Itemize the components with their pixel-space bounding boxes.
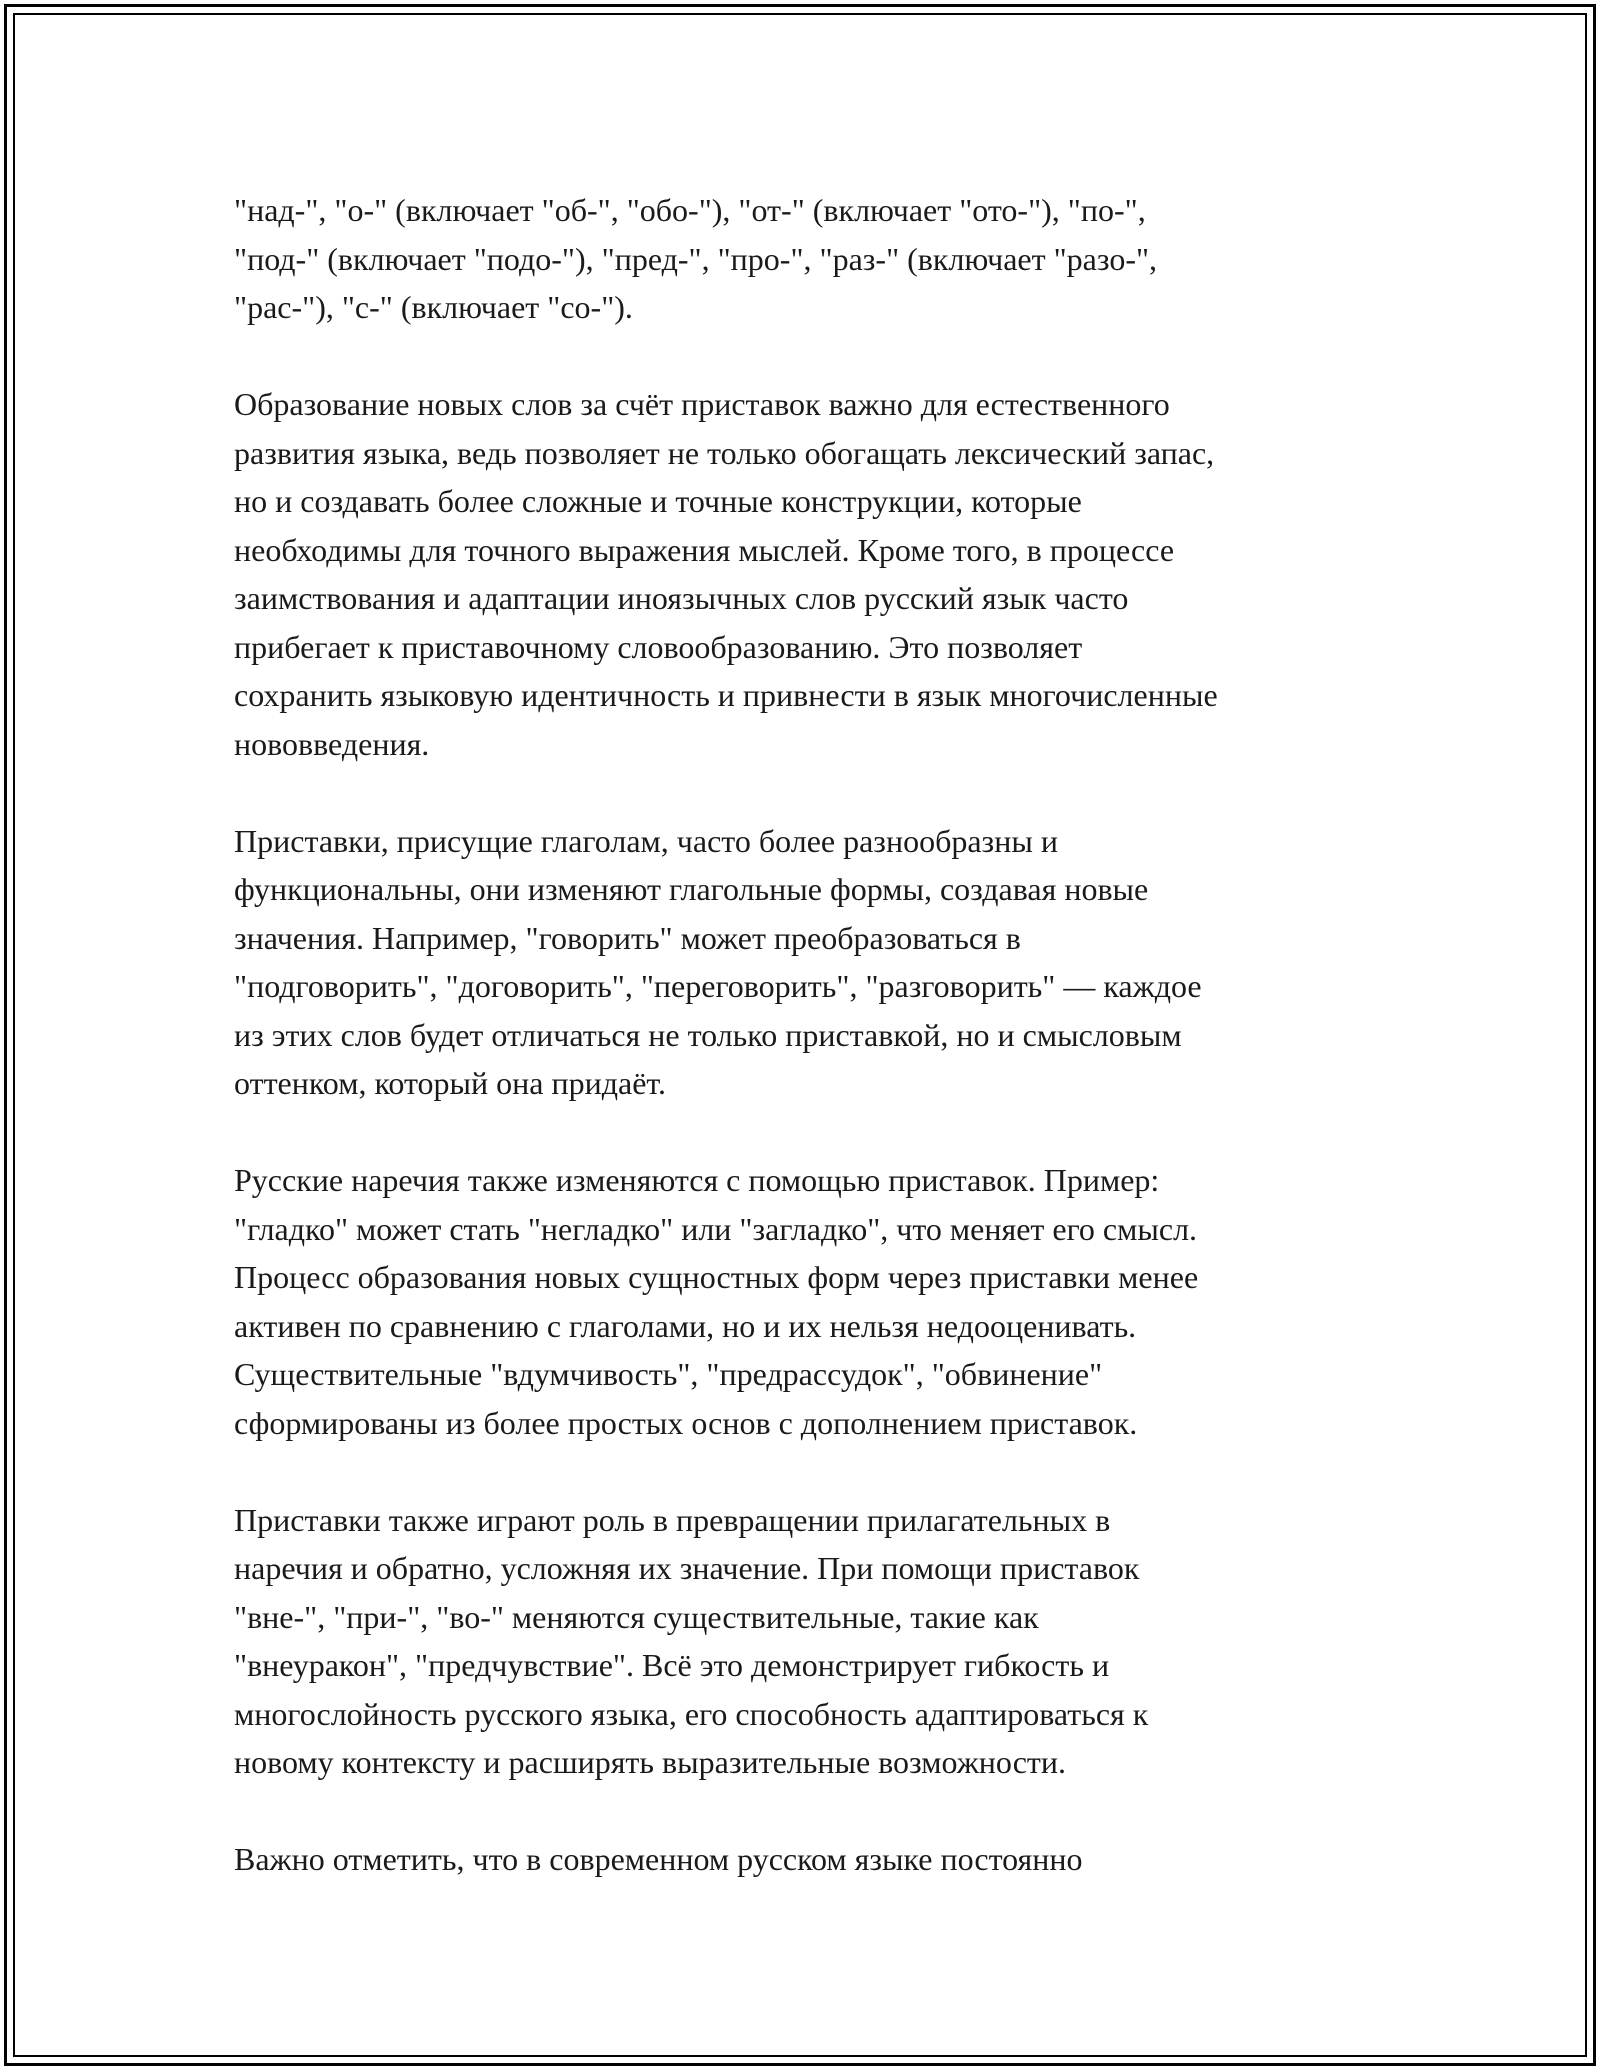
text-line: сохранить языковую идентичность и привнести в язык многочисленные: [234, 677, 1218, 713]
text-line: оттенком, который она придаёт.: [234, 1065, 666, 1101]
paragraph-closing: [234, 1835, 1374, 1884]
text-line: но и создавать более сложные и точные конструкции, которые: [234, 483, 1082, 519]
text-line: Существительные "вдумчивость", "предрассудок", "обвинение": [234, 1356, 1103, 1392]
paragraph-word-formation: [234, 380, 1374, 768]
text-line: нововведения.: [234, 725, 430, 762]
text-line: активен по сравнению с глаголами, но и их нельзя недооценивать.: [234, 1307, 1137, 1344]
text-line: "внеуракон", "предчувствие". Всё это демонстрирует гибкость и: [234, 1647, 1110, 1683]
text-line: Приставки также играют роль в превращении прилагательных в: [234, 1501, 1111, 1538]
text-line: сформированы из более простых основ с дополнением приставок.: [234, 1404, 1138, 1441]
text-line: "вне-", "при-", "во-" меняются существительные, такие как: [234, 1598, 1039, 1635]
text-line: Образование новых слов за счёт приставок важно для естественного: [234, 386, 1170, 422]
text-line: "рас-"), "с-" (включает "со-").: [234, 289, 633, 325]
text-line: Важно отметить, что в современном русском языке постоянно: [234, 1841, 1083, 1877]
text-line: значения. Например, "говорить" может преобразоваться в: [234, 919, 1021, 956]
text-line: многослойность русского языка, его способность адаптироваться к: [234, 1695, 1149, 1732]
text-line: новому контексту и расширять выразительные возможности.: [234, 1744, 1067, 1780]
paragraph-prefix-list: [234, 186, 1374, 332]
paragraph-adjective-prefixes: [234, 1496, 1374, 1787]
text-line: Процесс образования новых сущностных форм через приставки менее: [234, 1259, 1199, 1295]
text-line: прибегает к приставочному словообразованию. Это позволяет: [234, 628, 1083, 665]
text-line: "подговорить", "договорить", "переговорить", "разговорить" — каждое: [234, 968, 1202, 1004]
text-line: "гладко" может стать "негладко" или "загладко", что меняет его смысл.: [234, 1210, 1198, 1247]
text-line: Русские наречия также изменяются с помощью приставок. Пример:: [234, 1162, 1160, 1198]
paragraph-adverb-prefixes: [234, 1156, 1374, 1447]
text-line: "под-" (включает "подо-"), "пред-", "про-", "раз-" (включает "разо-",: [234, 240, 1158, 277]
text-line: заимствования и адаптации иноязычных слов русский язык часто: [234, 580, 1129, 616]
paragraph-verb-prefixes: [234, 817, 1374, 1108]
text-line: развития языка, ведь позволяет не только обогащать лексический запас,: [234, 434, 1215, 471]
document-body: [234, 186, 1374, 1932]
text-line: из этих слов будет отличаться не только приставкой, но и смысловым: [234, 1016, 1182, 1053]
text-line: наречия и обратно, усложняя их значение. При помощи приставок: [234, 1550, 1140, 1586]
text-line: Приставки, присущие глаголам, часто более разнообразны и: [234, 822, 1058, 859]
text-line: функциональны, они изменяют глагольные формы, создавая новые: [234, 871, 1149, 907]
text-line: необходимы для точного выражения мыслей. Кроме того, в процессе: [234, 531, 1175, 568]
text-line: "над-", "о-" (включает "об-", "обо-"), "от-" (включает "ото-"), "по-",: [234, 192, 1146, 228]
